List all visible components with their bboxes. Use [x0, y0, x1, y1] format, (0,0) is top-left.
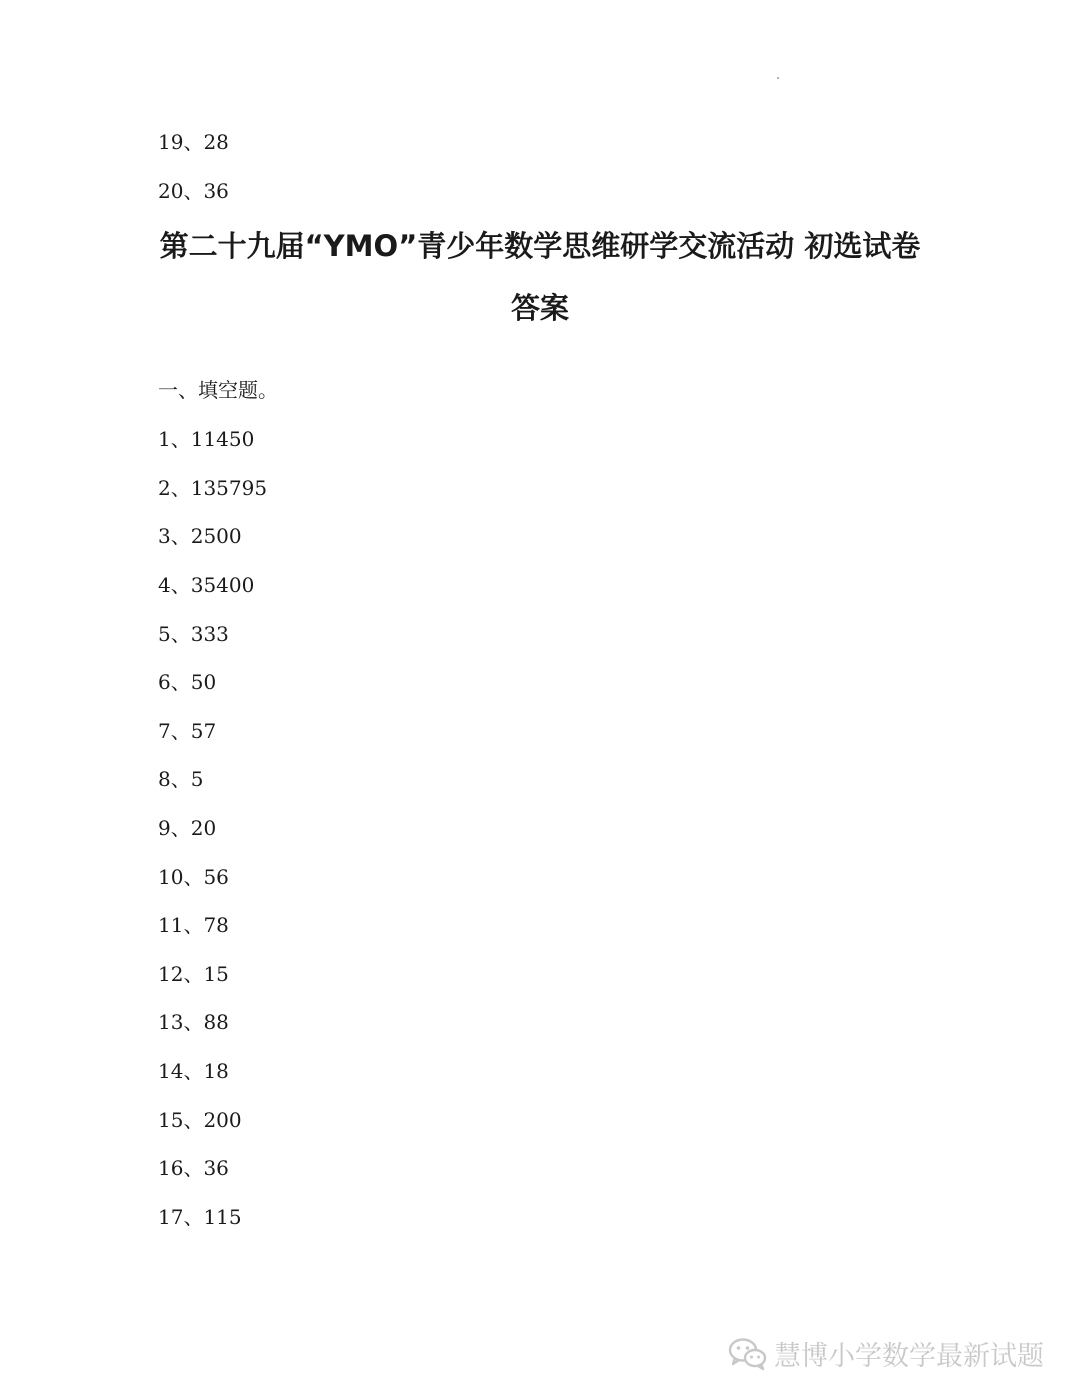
answer-value: 135795	[190, 476, 268, 500]
answer-separator: 、	[170, 767, 191, 791]
answer-value: 50	[190, 670, 217, 694]
answer-9	[158, 816, 216, 840]
answer-number: 10	[158, 865, 184, 889]
answer-separator: 、	[170, 816, 191, 840]
page-subtitle: 答案	[510, 291, 569, 325]
answer-number: 8	[158, 767, 171, 791]
answer-value: 2500	[190, 524, 242, 548]
answer-value: 11450	[190, 427, 255, 451]
answer-number: 15	[158, 1108, 184, 1132]
answer-number: 7	[158, 719, 171, 743]
answer-11	[158, 913, 229, 937]
answer-number: 12	[158, 962, 184, 986]
answer-separator: 、	[183, 1156, 204, 1180]
answer-separator: 、	[183, 1059, 204, 1083]
answer-separator: 、	[183, 1010, 204, 1034]
answer-value: 35400	[190, 573, 255, 597]
answer-number: 6	[158, 670, 171, 694]
answer-separator: 、	[170, 427, 191, 451]
answer-number: 19	[158, 130, 184, 154]
watermark-text: 慧博小学数学最新试题	[774, 1341, 1044, 1372]
answer-17	[158, 1205, 242, 1229]
answer-separator: 、	[183, 179, 204, 203]
answer-value: 36	[203, 1156, 229, 1180]
answer-value: 115	[203, 1205, 242, 1229]
answer-number: 14	[158, 1059, 184, 1083]
answer-number: 9	[158, 816, 171, 840]
answer-separator: 、	[183, 913, 204, 937]
scan-speck	[777, 77, 779, 79]
prev-answer-20	[158, 179, 229, 203]
answer-value: 18	[203, 1059, 229, 1083]
answer-separator: 、	[170, 622, 191, 646]
answer-separator: 、	[183, 962, 204, 986]
answer-3	[158, 524, 242, 548]
answer-2	[158, 476, 267, 500]
answer-value: 88	[203, 1010, 229, 1034]
section-heading: 一、填空题。	[158, 378, 278, 402]
answer-separator: 、	[170, 670, 191, 694]
answer-number: 13	[158, 1010, 184, 1034]
answer-value: 78	[203, 913, 229, 937]
answer-value: 200	[203, 1108, 242, 1132]
answer-value: 15	[203, 962, 229, 986]
answer-separator: 、	[170, 476, 191, 500]
answer-separator: 、	[170, 573, 191, 597]
wechat-icon	[728, 1337, 768, 1371]
answer-value: 333	[190, 622, 229, 646]
answer-separator: 、	[183, 1205, 204, 1229]
page-title: 第二十九届“YMO”青少年数学思维研学交流活动 初选试卷	[159, 229, 921, 263]
answer-12	[158, 962, 229, 986]
answer-13	[158, 1010, 229, 1034]
prev-answer-19	[158, 130, 229, 154]
answer-separator: 、	[183, 865, 204, 889]
answer-separator: 、	[183, 1108, 204, 1132]
answer-number: 5	[158, 622, 171, 646]
answer-8	[158, 767, 203, 791]
answer-5	[158, 622, 229, 646]
answer-number: 16	[158, 1156, 184, 1180]
answer-value: 5	[190, 767, 204, 791]
answer-separator: 、	[170, 524, 191, 548]
answer-number: 1	[158, 427, 171, 451]
answer-number: 2	[158, 476, 171, 500]
answer-14	[158, 1059, 229, 1083]
answer-value: 56	[203, 865, 229, 889]
answer-number: 20	[158, 179, 184, 203]
watermark	[728, 1334, 1044, 1373]
answer-16	[158, 1156, 229, 1180]
answer-number: 11	[158, 913, 184, 937]
answer-15	[158, 1108, 242, 1132]
answer-value: 36	[203, 179, 229, 203]
answer-10	[158, 865, 229, 889]
answer-separator: 、	[183, 130, 204, 154]
answer-4	[158, 573, 254, 597]
answer-value: 20	[190, 816, 217, 840]
answer-number: 4	[158, 573, 171, 597]
answer-1	[158, 427, 254, 451]
answer-separator: 、	[170, 719, 191, 743]
answer-number: 3	[158, 524, 171, 548]
answer-number: 17	[158, 1205, 184, 1229]
answer-value: 28	[203, 130, 229, 154]
answer-value: 57	[190, 719, 217, 743]
answer-6	[158, 670, 216, 694]
answer-7	[158, 719, 216, 743]
